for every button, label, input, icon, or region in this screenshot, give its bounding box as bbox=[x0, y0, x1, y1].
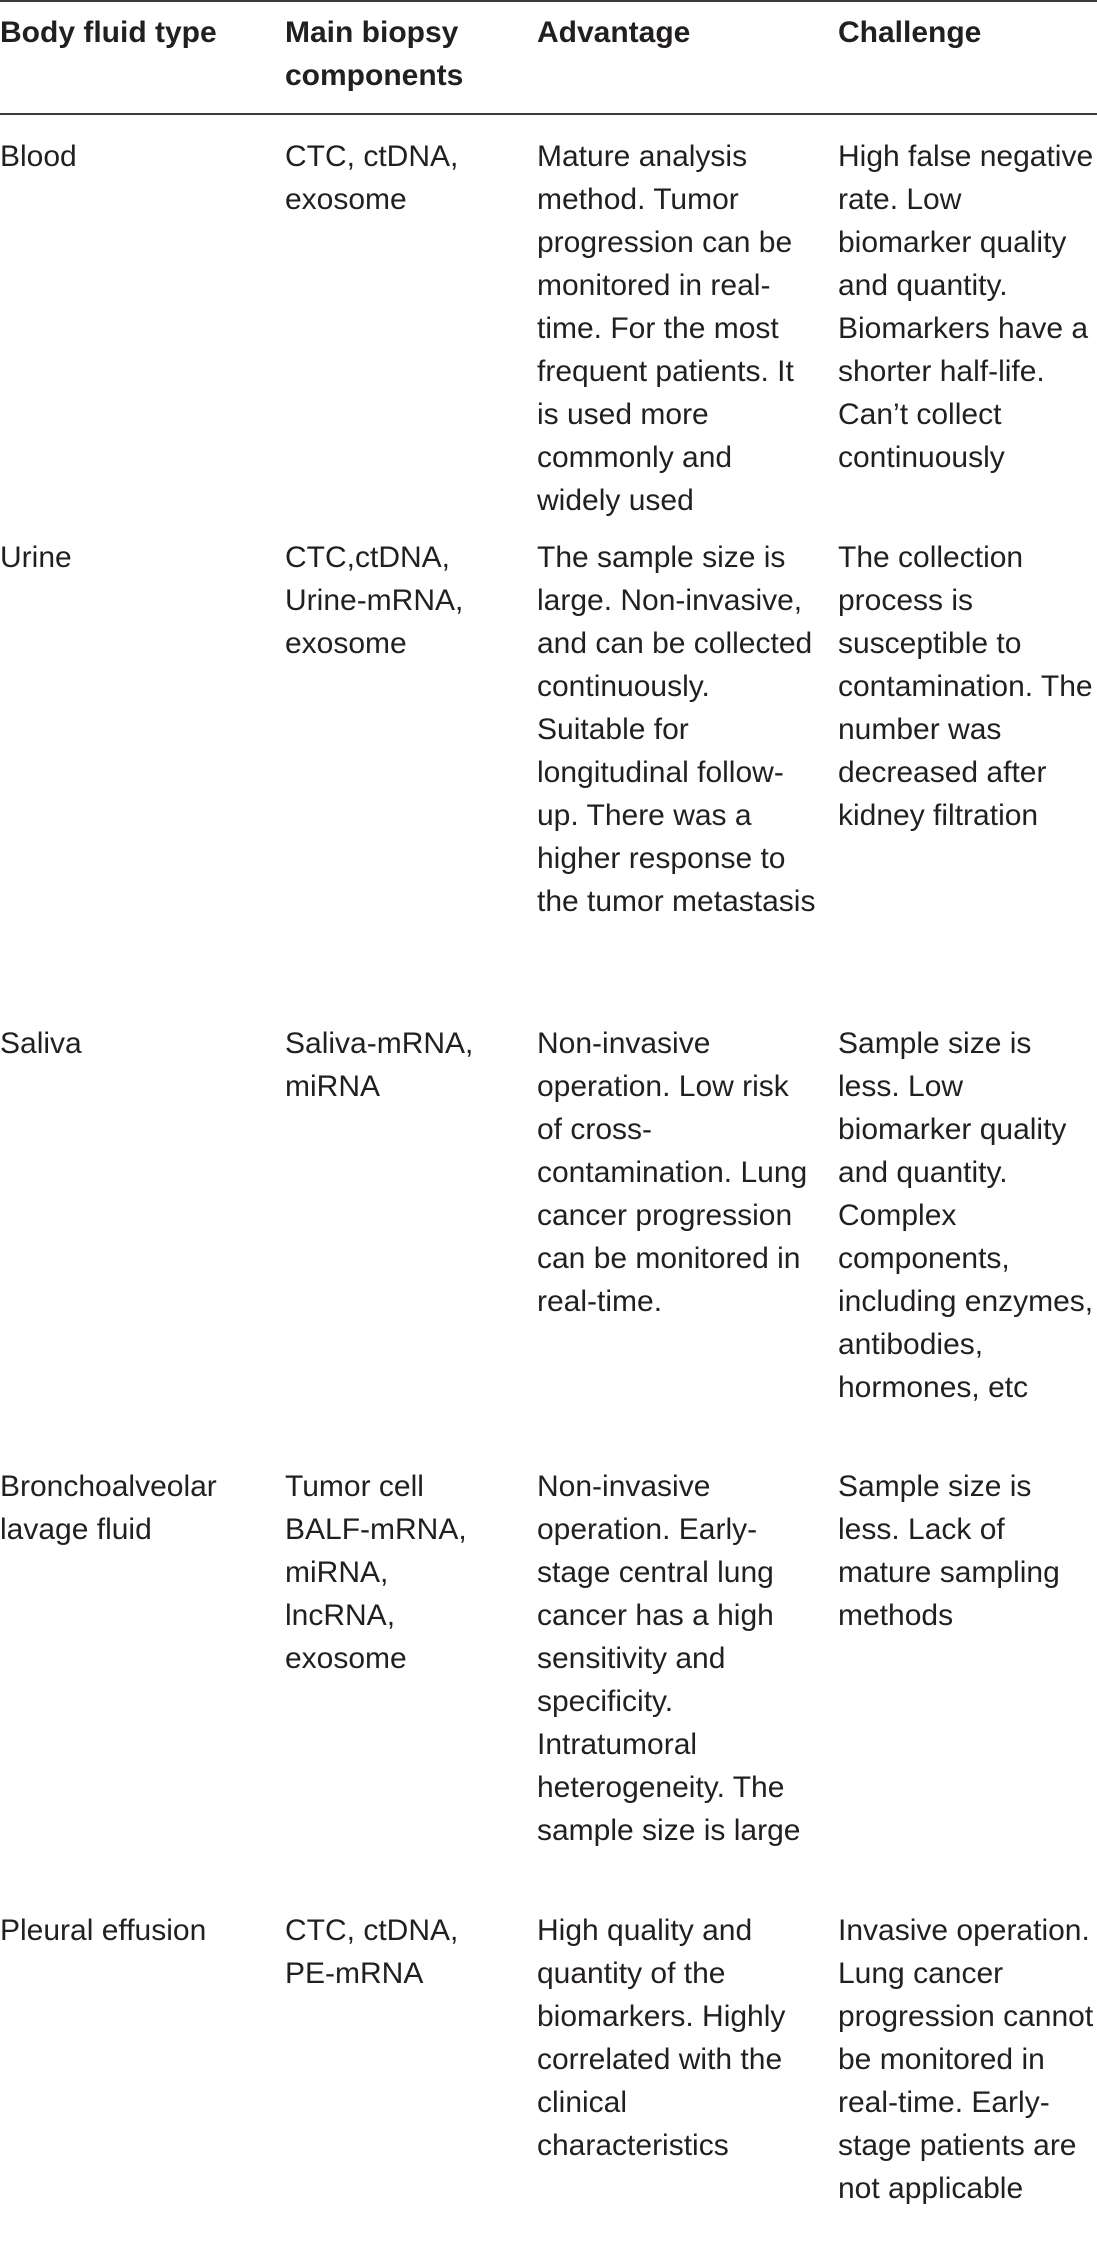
header-rule bbox=[0, 113, 1097, 115]
row-saliva-advantage: Non-invasive operation. Low risk of cross-contamination. Lung cancer progression can be monitored in real-time. bbox=[537, 1027, 808, 1318]
row-balf-fluid: Bronchoalveolar lavage fluid bbox=[0, 1470, 217, 1546]
row-urine-fluid: Urine bbox=[0, 541, 72, 574]
row-blood-advantage: Mature analysis method. Tumor progression can be monitored in real-time. For the most frequent patients. It is used more commonly and widely used bbox=[537, 140, 794, 517]
row-saliva-challenge: Sample size is less. Low biomarker quality and quantity. Complex components, including enzymes, antibodies, hormones, etc bbox=[838, 1027, 1094, 1404]
row-blood-fluid: Blood bbox=[0, 140, 77, 173]
header-challenge: Challenge bbox=[838, 16, 982, 49]
row-saliva-fluid: Saliva bbox=[0, 1027, 82, 1060]
row-balf-components: Tumor cell BALF-mRNA, miRNA, lncRNA, exosome bbox=[285, 1470, 467, 1675]
header-main-biopsy-components: Main biopsy components bbox=[285, 16, 464, 92]
row-pleural-fluid: Pleural effusion bbox=[0, 1914, 207, 1947]
row-urine-advantage: The sample size is large. Non-invasive, and can be collected continuously. Suitable for longitudinal follow-up. There was a higher response to the tumor metastasis bbox=[537, 541, 816, 918]
row-blood-challenge: High false negative rate. Low biomarker quality and quantity. Biomarkers have a shorter half-life. Can’t collect continuously bbox=[838, 140, 1094, 474]
row-pleural-challenge: Invasive operation. Lung cancer progression cannot be monitored in real-time. Early-stage patients are not applicable bbox=[838, 1914, 1094, 2205]
row-urine-components: CTC,ctDNA, Urine-mRNA, exosome bbox=[285, 541, 464, 660]
row-urine-challenge: The collection process is susceptible to contamination. The number was decreased after kidney filtration bbox=[838, 541, 1093, 832]
row-pleural-advantage: High quality and quantity of the biomarkers. Highly correlated with the clinical characteristics bbox=[537, 1914, 786, 2162]
top-rule bbox=[0, 0, 1097, 2]
row-balf-advantage: Non-invasive operation. Early-stage central lung cancer has a high sensitivity and specificity. Intratumoral heterogeneity. The sample size is large bbox=[537, 1470, 801, 1847]
row-pleural-components: CTC, ctDNA, PE-mRNA bbox=[285, 1914, 459, 1990]
header-advantage: Advantage bbox=[537, 16, 691, 49]
row-blood-components: CTC, ctDNA, exosome bbox=[285, 140, 459, 216]
row-balf-challenge: Sample size is less. Lack of mature sampling methods bbox=[838, 1470, 1060, 1632]
header-body-fluid-type: Body fluid type bbox=[0, 16, 217, 49]
row-saliva-components: Saliva-mRNA, miRNA bbox=[285, 1027, 474, 1103]
